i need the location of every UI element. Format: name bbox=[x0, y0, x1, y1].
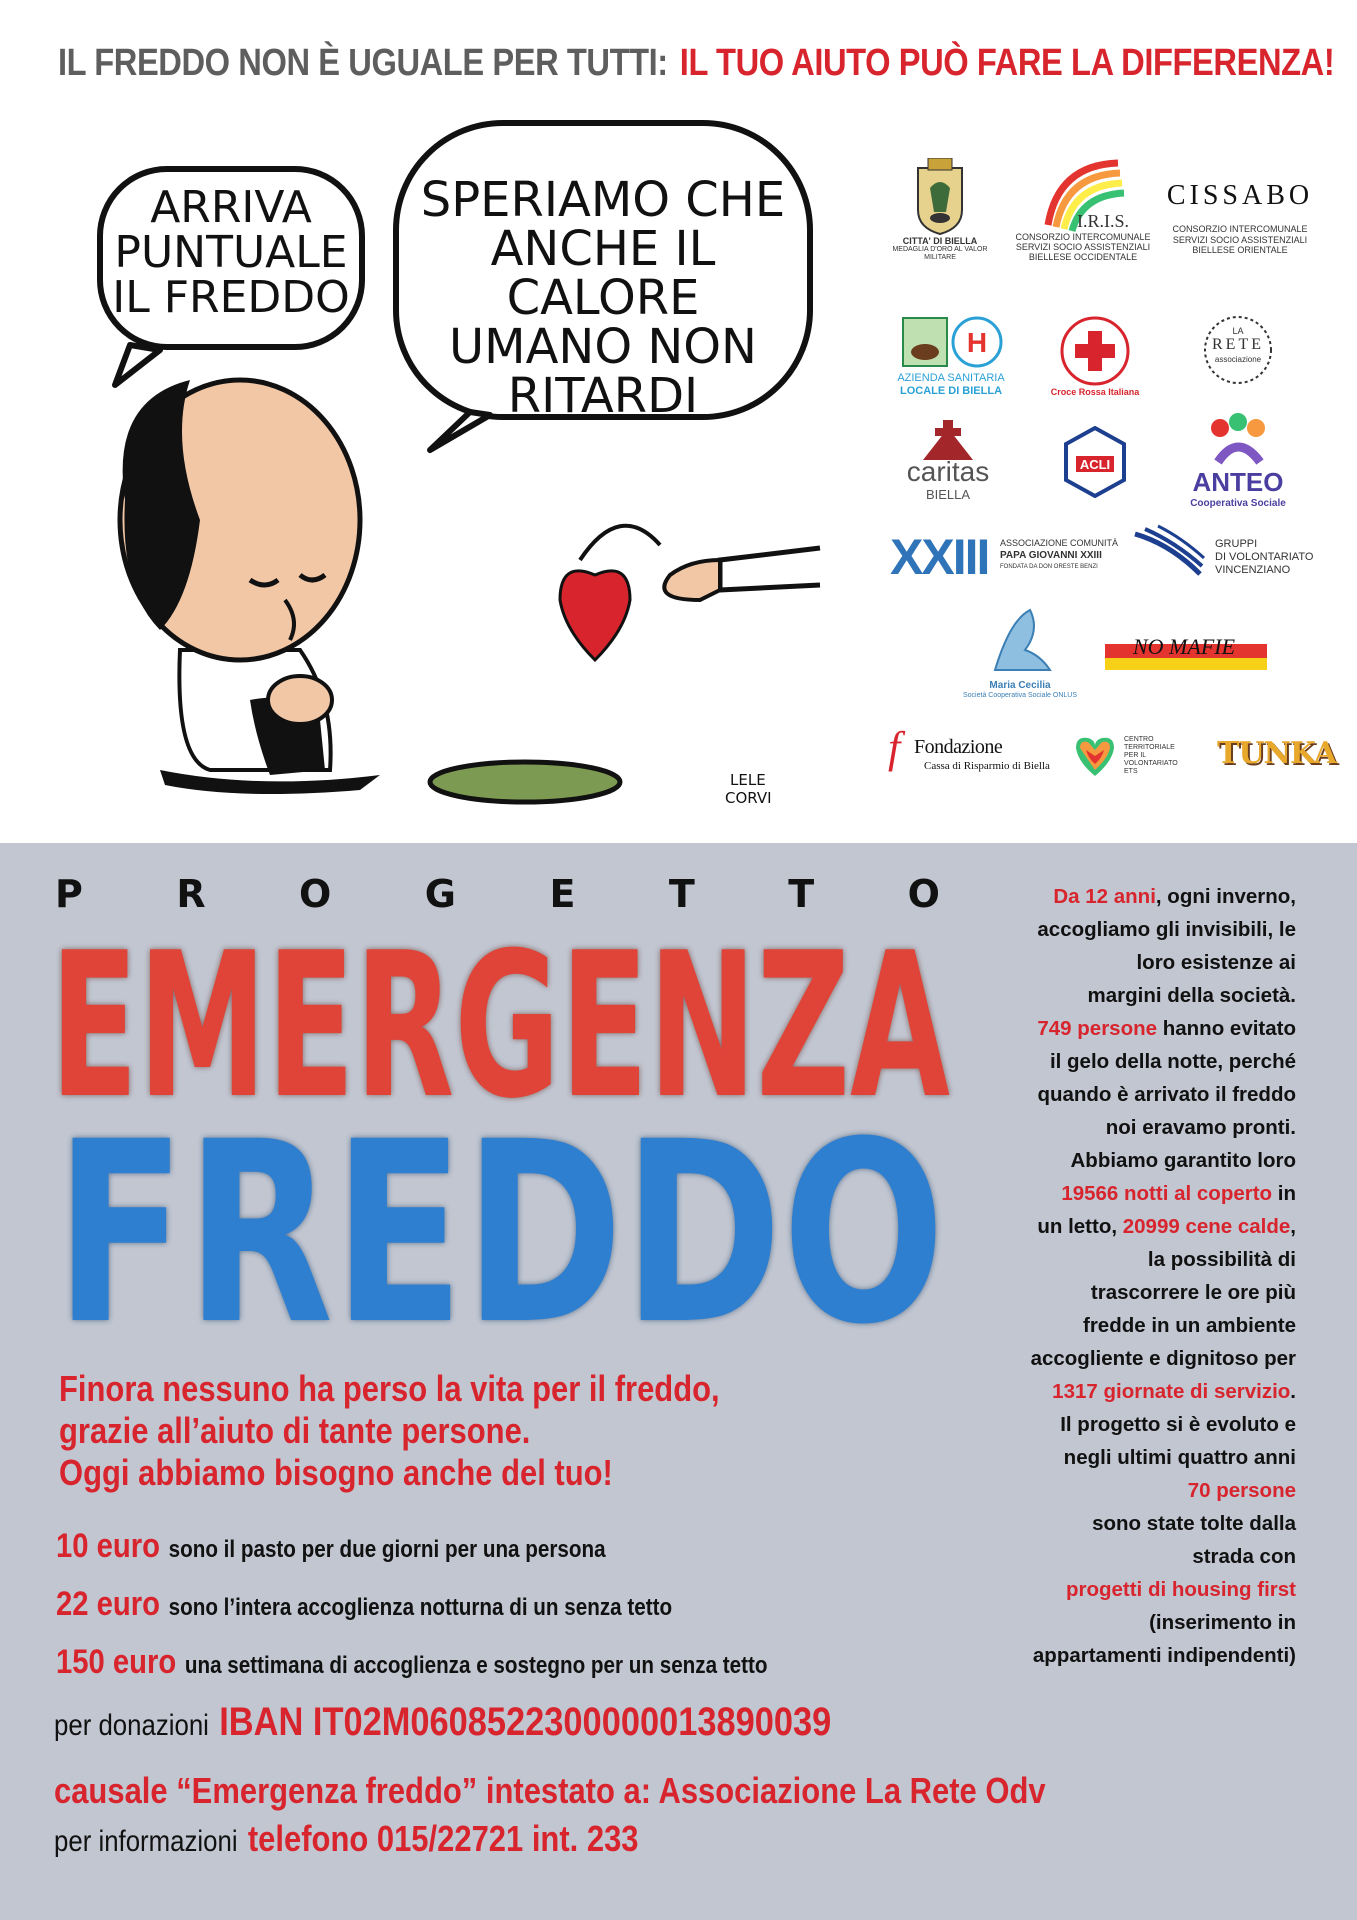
giving-arm bbox=[720, 548, 820, 590]
story-line: la possibilità di bbox=[1147, 1248, 1296, 1271]
iban-label: per donazioni bbox=[54, 1709, 209, 1742]
svg-text:ACLI: ACLI bbox=[1079, 457, 1111, 472]
title-line2: FREDDO bbox=[55, 1088, 945, 1340]
bubble-left-line: PUNTUALE bbox=[114, 226, 348, 278]
bubble-left-line: IL FREDDO bbox=[112, 271, 350, 323]
story-line: Il progetto si è evoluto e bbox=[1060, 1413, 1296, 1436]
heart-icon bbox=[560, 571, 630, 660]
heart-trajectory bbox=[580, 526, 660, 560]
donation-amount: 10 euro bbox=[56, 1527, 161, 1565]
iban-value: IBAN IT02M0608522300000013890039 bbox=[219, 1700, 832, 1744]
headline-part2: IL TUO AIUTO PUÒ FARE LA DIFFERENZA! bbox=[679, 42, 1335, 84]
red-cross-icon bbox=[1059, 315, 1131, 387]
maria-cecilia-icon bbox=[980, 600, 1060, 680]
project-title bbox=[40, 920, 960, 1340]
donation-row bbox=[56, 1585, 672, 1624]
kicker-letter: E bbox=[549, 872, 576, 916]
story-line: noi eravamo pronti. bbox=[1105, 1116, 1296, 1139]
logo-caritas: caritas BIELLA bbox=[888, 420, 1008, 503]
donation-row bbox=[56, 1527, 606, 1566]
logo-maria-cecilia: Maria Cecilia Società Cooperativa Sociale ONLUS bbox=[955, 600, 1085, 700]
bubble-right-tail bbox=[430, 412, 490, 450]
anteo-icon bbox=[1198, 412, 1278, 468]
story-line: loro esistenze ai bbox=[1136, 951, 1296, 974]
logo-acli bbox=[1060, 426, 1130, 498]
headline bbox=[58, 42, 1334, 85]
info-label: per informazioni bbox=[54, 1825, 238, 1858]
story-line: Abbiamo garantito loro bbox=[1070, 1149, 1296, 1172]
asl-icon bbox=[891, 314, 1011, 372]
speech-bubble-left bbox=[97, 166, 365, 350]
headline-part1: IL FREDDO NON È UGUALE PER TUTTI: bbox=[58, 42, 668, 84]
cartoon-illustration bbox=[100, 340, 830, 820]
bubble-left-line: ARRIVA bbox=[150, 182, 312, 233]
donation-amount: 150 euro bbox=[56, 1643, 177, 1681]
bubble-right-line: ANCHE IL CALORE bbox=[490, 220, 716, 326]
appeal-line: Finora nessuno ha perso la vita per il freddo, bbox=[59, 1368, 720, 1409]
story-line: sono state tolte dalla bbox=[1092, 1512, 1296, 1535]
kicker-letter: P bbox=[55, 872, 83, 916]
logo-iris: I.R.I.S. CONSORZIO INTERCOMUNALE SERVIZI SOCIO ASSISTENZIALI BIELLESE OCCIDENTALE bbox=[1008, 155, 1158, 263]
story-line: (inserimento in bbox=[1149, 1611, 1296, 1634]
story-line: appartamenti indipendenti) bbox=[1032, 1644, 1296, 1667]
donation-row bbox=[56, 1643, 768, 1682]
story-line: 70 persone bbox=[1187, 1479, 1296, 1502]
story-line: 749 persone hanno evitato bbox=[1037, 1017, 1296, 1040]
story-line: accogliamo gli invisibili, le bbox=[1037, 918, 1296, 941]
kicker-letter: O bbox=[299, 872, 332, 916]
story-line: il gelo della notte, perché bbox=[1049, 1050, 1296, 1073]
kicker-letter: O bbox=[907, 872, 940, 916]
title-line2-shadow: FREDDO bbox=[55, 1088, 945, 1340]
heart-rainbow-icon bbox=[1072, 734, 1118, 778]
donation-desc: una settimana di accoglienza e sostegno per un senza tetto bbox=[184, 1652, 768, 1679]
story-line: negli ultimi quattro anni bbox=[1063, 1446, 1296, 1469]
logo-tunka: TUNKA bbox=[1217, 736, 1337, 771]
title-line1: EMERGENZA bbox=[50, 920, 950, 1143]
phone-value: telefono 015/22721 int. 233 bbox=[247, 1818, 639, 1859]
donation-desc: sono l’intera accoglienza notturna di un senza tetto bbox=[168, 1594, 673, 1621]
svg-text:H: H bbox=[966, 327, 988, 358]
bubble-right-line: UMANO NON bbox=[449, 318, 757, 375]
kicker-letter: T bbox=[668, 872, 695, 916]
iban-row bbox=[54, 1700, 831, 1745]
story-line: trascorrere le ore più bbox=[1090, 1281, 1296, 1304]
artist-signature: LELE bbox=[730, 771, 766, 789]
logo-no-mafie: NO MAFIE bbox=[1105, 634, 1267, 676]
appeal-text bbox=[59, 1368, 720, 1494]
logo-anteo: ANTEO Cooperativa Sociale bbox=[1178, 412, 1298, 509]
story-line: 19566 notti al coperto in bbox=[1061, 1182, 1296, 1205]
artist-signature: CORVI bbox=[725, 789, 772, 807]
story-line: accogliente e dignitoso per bbox=[1030, 1347, 1296, 1370]
logo-croce-rossa: Croce Rossa Italiana bbox=[1040, 315, 1150, 397]
story-line: progetti di housing first bbox=[1065, 1578, 1296, 1601]
donation-desc: sono il pasto per due giorni per una persona bbox=[168, 1536, 606, 1563]
bubble-right-line: RITARDI bbox=[507, 367, 699, 424]
logo-citta-biella: CITTA' DI BIELLA MEDAGLIA D'ORO AL VALOR MILITARE bbox=[885, 158, 995, 262]
story-column bbox=[960, 880, 1296, 1672]
phone-row bbox=[54, 1818, 639, 1860]
story-line: un letto, 20999 cene calde, bbox=[1037, 1215, 1296, 1238]
logo-asl-biella: H AZIENDA SANITARIA LOCALE DI BIELLA bbox=[886, 314, 1016, 397]
bubble-left-tail bbox=[115, 345, 160, 385]
title-line1-shadow: EMERGENZA bbox=[50, 920, 950, 1143]
kicker-letter: G bbox=[424, 872, 456, 916]
story-line: strada con bbox=[1192, 1545, 1296, 1568]
project-kicker bbox=[55, 872, 940, 916]
story-line: margini della società. bbox=[1087, 984, 1296, 1007]
biella-crest-icon bbox=[910, 158, 970, 236]
story-line: fredde in un ambiente bbox=[1083, 1314, 1296, 1337]
logo-la-rete: LA RETE associazione bbox=[1198, 314, 1278, 364]
logo-cissabo: CISSABO CONSORZIO INTERCOMUNALE SERVIZI SOCIO ASSISTENZIALI BIELLESE ORIENTALE bbox=[1166, 180, 1314, 255]
bubble-right-line: SPERIAMO CHE bbox=[420, 172, 786, 228]
story-line: quando è arrivato il freddo bbox=[1037, 1083, 1296, 1106]
donation-amount: 22 euro bbox=[56, 1585, 161, 1623]
giving-hand bbox=[664, 560, 720, 600]
kicker-letter: T bbox=[788, 872, 815, 916]
kicker-letter: R bbox=[176, 872, 206, 916]
story-line: Da 12 anni, ogni inverno, bbox=[1053, 885, 1296, 908]
man-hand bbox=[268, 676, 332, 724]
appeal-line: Oggi abbiamo bisogno anche del tuo! bbox=[59, 1452, 613, 1494]
appeal-line: grazie all’aiuto di tante persone. bbox=[59, 1410, 531, 1452]
causale-text: causale “Emergenza freddo” intestato a: Associazione La Rete Odv bbox=[54, 1770, 1046, 1811]
vincenziani-wings-icon bbox=[1130, 524, 1210, 584]
begging-plate bbox=[430, 762, 620, 802]
acli-icon bbox=[1062, 426, 1128, 498]
story-line: 1317 giornate di servizio. bbox=[1052, 1380, 1296, 1403]
